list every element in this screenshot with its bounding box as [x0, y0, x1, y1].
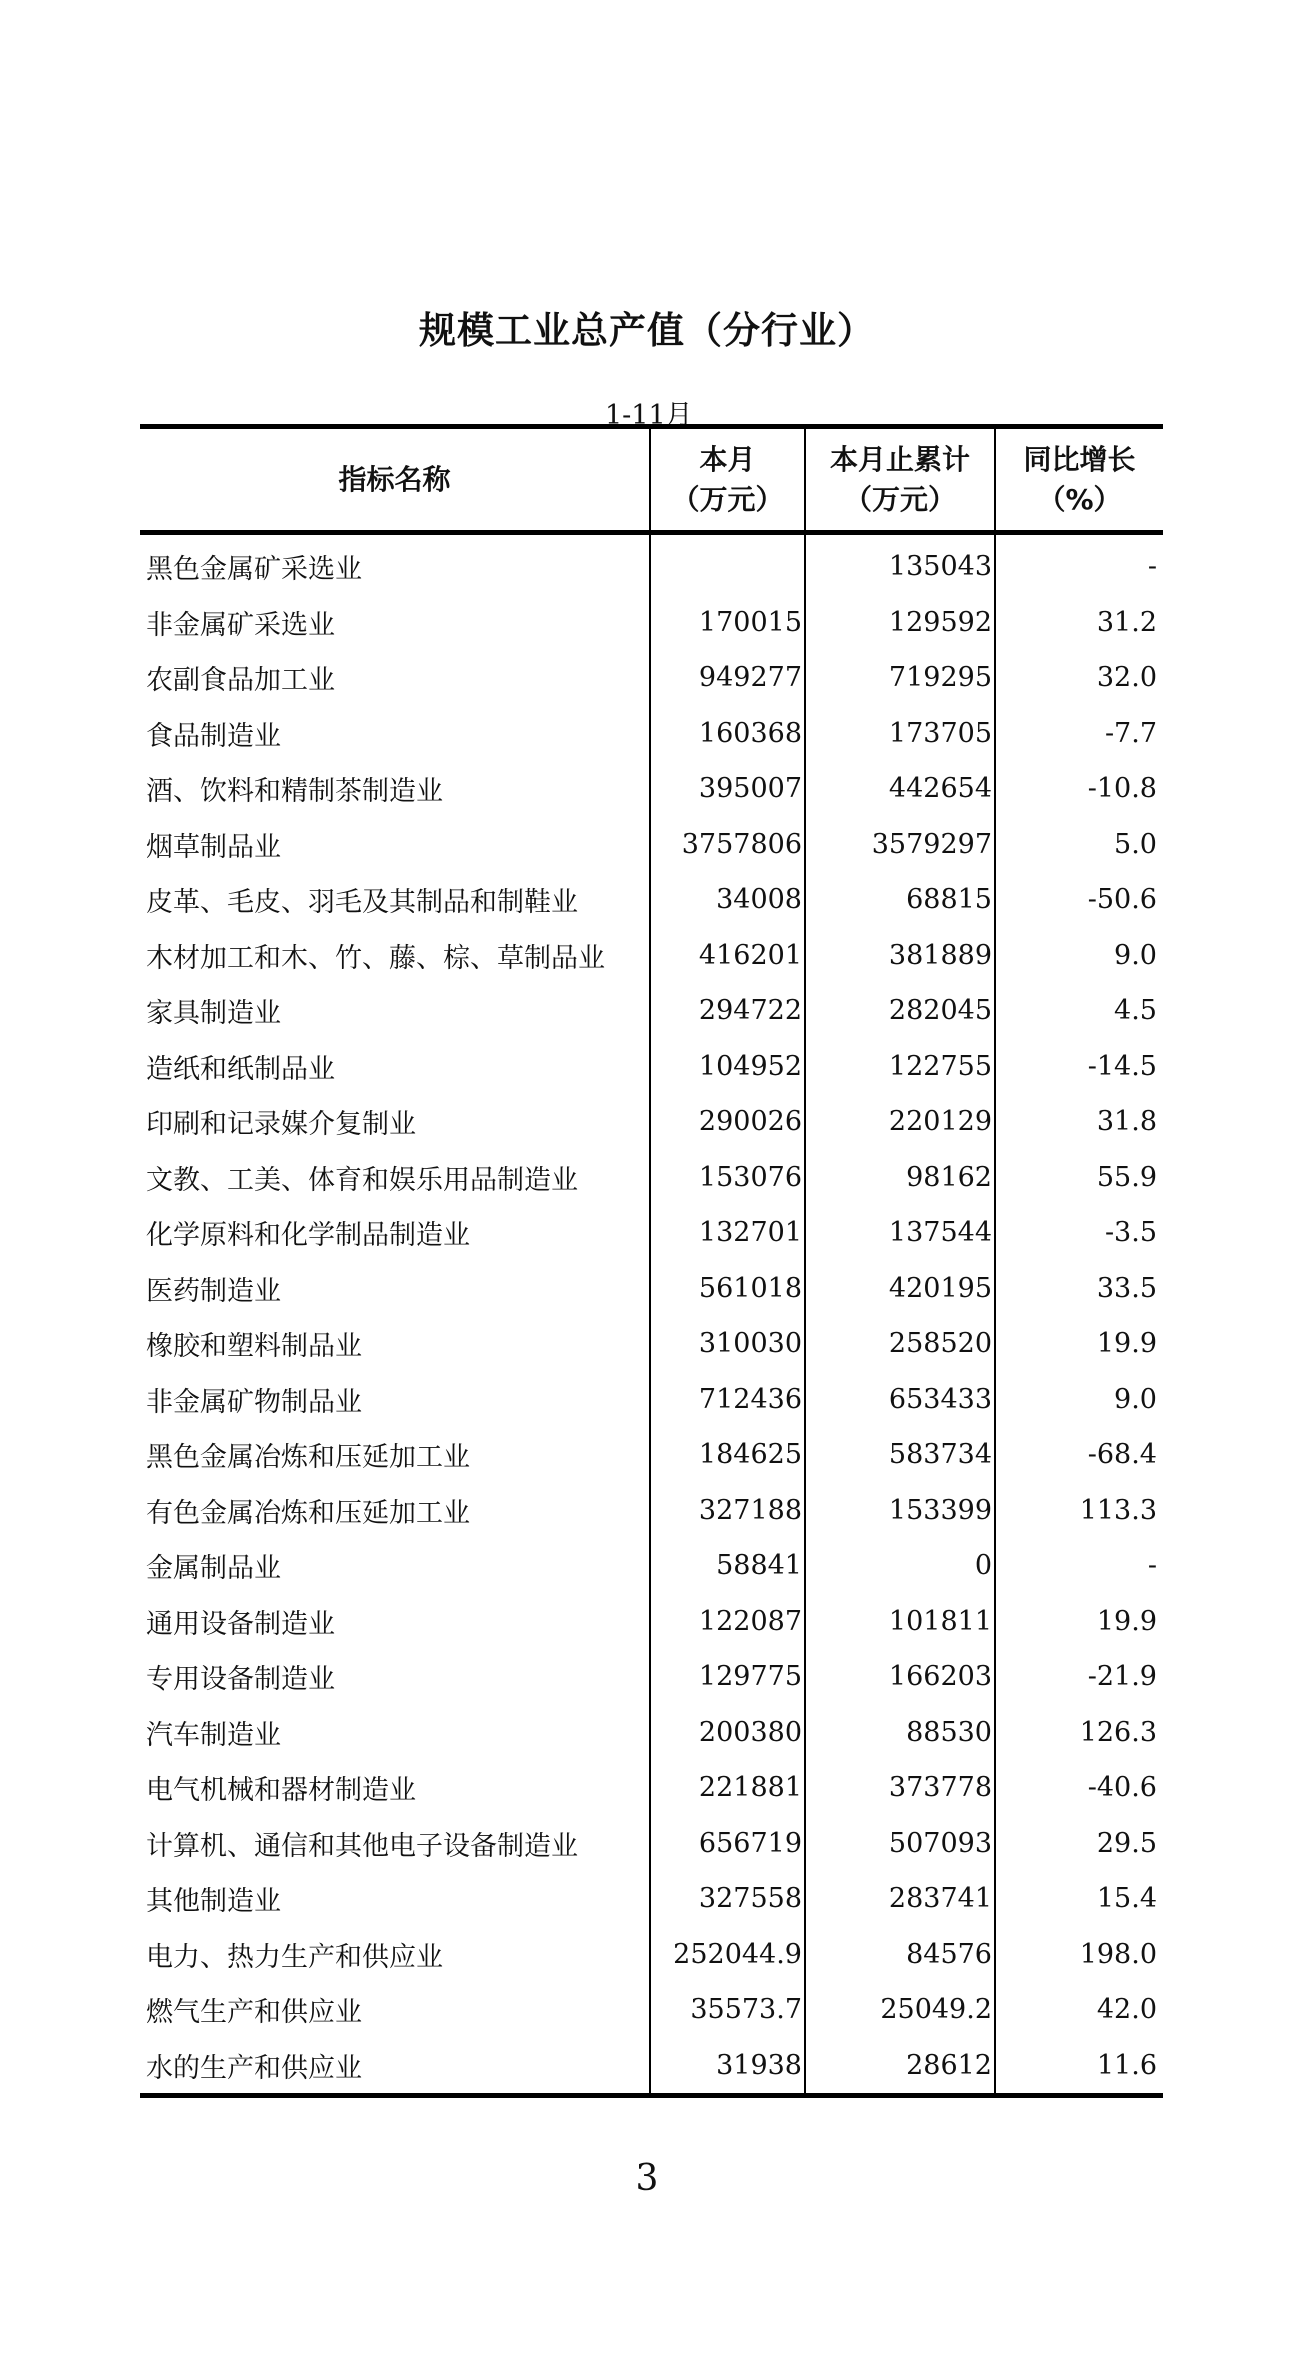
table-row [140, 1649, 1163, 1705]
current-month-value-cell: 132701 [650, 1205, 805, 1261]
page-number: 3 [635, 2158, 659, 2199]
cumulative-value-cell: 173705 [805, 706, 995, 762]
yoy-growth-value-cell: - [995, 1538, 1163, 1594]
indicator-name-cell: 黑色金属矿采选业 [146, 554, 362, 586]
current-month-value-cell: 712436 [650, 1372, 805, 1428]
cumulative-value-cell: 28612 [805, 2038, 995, 2096]
current-month-value-cell: 153076 [650, 1150, 805, 1206]
indicator-name-cell: 燃气生产和供应业 [146, 1997, 362, 2029]
cumulative-value-cell: 135043 [805, 533, 995, 595]
yoy-growth-value-cell: -21.9 [995, 1649, 1163, 1705]
cumulative-value-cell: 68815 [805, 872, 995, 928]
table-row [140, 1261, 1163, 1317]
cumulative-value-cell: 442654 [805, 761, 995, 817]
cumulative-value-cell: 282045 [805, 983, 995, 1039]
yoy-growth-value-cell: 126.3 [995, 1705, 1163, 1761]
header-current-month-line1: 本月 [699, 442, 756, 476]
indicator-name-cell: 烟草制品业 [146, 831, 281, 863]
yoy-growth-value-cell: 19.9 [995, 1316, 1163, 1372]
current-month-value-cell: 104952 [650, 1039, 805, 1095]
table-row [140, 1483, 1163, 1539]
yoy-growth-value-cell: -3.5 [995, 1205, 1163, 1261]
header-indicator-name [140, 427, 650, 533]
cumulative-value-cell: 381889 [805, 928, 995, 984]
table-row [140, 1039, 1163, 1095]
indicator-name-cell: 黑色金属冶炼和压延加工业 [146, 1442, 470, 1474]
cumulative-value-cell: 153399 [805, 1483, 995, 1539]
yoy-growth-value-cell: 4.5 [995, 983, 1163, 1039]
table-row [140, 1594, 1163, 1650]
cumulative-value-cell: 3579297 [805, 817, 995, 873]
current-month-value-cell: 327188 [650, 1483, 805, 1539]
indicator-name-cell: 家具制造业 [146, 998, 281, 1030]
cumulative-value-cell: 420195 [805, 1261, 995, 1317]
current-month-value-cell: 122087 [650, 1594, 805, 1650]
cumulative-value-cell: 129592 [805, 595, 995, 651]
table-row [140, 1871, 1163, 1927]
yoy-growth-value-cell: -68.4 [995, 1427, 1163, 1483]
indicator-name-cell: 电气机械和器材制造业 [146, 1775, 416, 1807]
yoy-growth-value-cell: 9.0 [995, 928, 1163, 984]
cumulative-value-cell: 166203 [805, 1649, 995, 1705]
cumulative-value-cell: 507093 [805, 1816, 995, 1872]
yoy-growth-value-cell: -10.8 [995, 761, 1163, 817]
yoy-growth-value-cell: 15.4 [995, 1871, 1163, 1927]
table-row [140, 1094, 1163, 1150]
yoy-growth-value-cell: 198.0 [995, 1927, 1163, 1983]
indicator-name-cell: 电力、热力生产和供应业 [146, 1941, 443, 1973]
table-row [140, 983, 1163, 1039]
table-row [140, 1760, 1163, 1816]
current-month-value-cell: 656719 [650, 1816, 805, 1872]
indicator-name-cell: 农副食品加工业 [146, 665, 335, 697]
current-month-value-cell: 561018 [650, 1261, 805, 1317]
table-row [140, 1982, 1163, 2038]
table-row [140, 1205, 1163, 1261]
current-month-value-cell: 160368 [650, 706, 805, 762]
current-month-value-cell: 200380 [650, 1705, 805, 1761]
header-yoy-growth-line1: 同比增长 [1023, 442, 1136, 476]
table-row [140, 1538, 1163, 1594]
header-cumulative [805, 427, 995, 533]
current-month-value-cell: 395007 [650, 761, 805, 817]
header-cumulative-unit: （万元） [843, 482, 956, 516]
table-row [140, 706, 1163, 762]
header-indicator-name-text: 指标名称 [338, 462, 451, 496]
current-month-value-cell: 3757806 [650, 817, 805, 873]
cumulative-value-cell: 88530 [805, 1705, 995, 1761]
current-month-value-cell: 184625 [650, 1427, 805, 1483]
page-title: 规模工业总产值（分行业） [419, 309, 875, 352]
table-row [140, 595, 1163, 651]
industry-output-table [140, 424, 1163, 2098]
yoy-growth-value-cell: -7.7 [995, 706, 1163, 762]
table-row [140, 2038, 1163, 2096]
yoy-growth-value-cell: 31.8 [995, 1094, 1163, 1150]
period-label: 1-11月 [605, 400, 693, 431]
table-row [140, 1816, 1163, 1872]
cumulative-value-cell: 719295 [805, 650, 995, 706]
table-row [140, 1150, 1163, 1206]
table-row [140, 872, 1163, 928]
yoy-growth-value-cell: 11.6 [995, 2038, 1163, 2096]
indicator-name-cell: 印刷和记录媒介复制业 [146, 1109, 416, 1141]
industry-output-table-container [140, 424, 1163, 2098]
current-month-value-cell: 35573.7 [650, 1982, 805, 2038]
indicator-name-cell: 文教、工美、体育和娱乐用品制造业 [146, 1164, 578, 1196]
indicator-name-cell: 造纸和纸制品业 [146, 1053, 335, 1085]
indicator-name-cell: 汽车制造业 [146, 1719, 281, 1751]
indicator-name-cell: 金属制品业 [146, 1553, 281, 1585]
indicator-name-cell: 化学原料和化学制品制造业 [146, 1220, 470, 1252]
header-yoy-growth [995, 427, 1163, 533]
current-month-value-cell: 252044.9 [650, 1927, 805, 1983]
yoy-growth-value-cell: - [995, 533, 1163, 595]
current-month-value-cell: 416201 [650, 928, 805, 984]
yoy-growth-value-cell: 29.5 [995, 1816, 1163, 1872]
yoy-growth-value-cell: 33.5 [995, 1261, 1163, 1317]
table-row [140, 817, 1163, 873]
indicator-name-cell: 食品制造业 [146, 720, 281, 752]
table-row [140, 1372, 1163, 1428]
table-row [140, 761, 1163, 817]
header-current-month-unit: （万元） [671, 482, 784, 516]
cumulative-value-cell: 373778 [805, 1760, 995, 1816]
yoy-growth-value-cell: 9.0 [995, 1372, 1163, 1428]
cumulative-value-cell: 220129 [805, 1094, 995, 1150]
table-body [140, 533, 1163, 2096]
yoy-growth-value-cell: -40.6 [995, 1760, 1163, 1816]
yoy-growth-value-cell: 55.9 [995, 1150, 1163, 1206]
indicator-name-cell: 木材加工和木、竹、藤、棕、草制品业 [146, 942, 605, 974]
cumulative-value-cell: 25049.2 [805, 1982, 995, 2038]
current-month-value-cell: 294722 [650, 983, 805, 1039]
indicator-name-cell: 皮革、毛皮、羽毛及其制品和制鞋业 [146, 887, 578, 919]
current-month-value-cell: 58841 [650, 1538, 805, 1594]
cumulative-value-cell: 653433 [805, 1372, 995, 1428]
table-header [140, 427, 1163, 533]
cumulative-value-cell: 258520 [805, 1316, 995, 1372]
current-month-value-cell: 129775 [650, 1649, 805, 1705]
cumulative-value-cell: 84576 [805, 1927, 995, 1983]
cumulative-value-cell: 583734 [805, 1427, 995, 1483]
cumulative-value-cell: 122755 [805, 1039, 995, 1095]
current-month-value-cell [650, 533, 805, 595]
table-row [140, 1927, 1163, 1983]
current-month-value-cell: 310030 [650, 1316, 805, 1372]
indicator-name-cell: 医药制造业 [146, 1275, 281, 1307]
cumulative-value-cell: 101811 [805, 1594, 995, 1650]
current-month-value-cell: 290026 [650, 1094, 805, 1150]
current-month-value-cell: 221881 [650, 1760, 805, 1816]
current-month-value-cell: 170015 [650, 595, 805, 651]
indicator-name-cell: 非金属矿采选业 [146, 609, 335, 641]
cumulative-value-cell: 283741 [805, 1871, 995, 1927]
indicator-name-cell: 酒、饮料和精制茶制造业 [146, 776, 443, 808]
header-current-month [650, 427, 805, 533]
yoy-growth-value-cell: 31.2 [995, 595, 1163, 651]
table-row [140, 1427, 1163, 1483]
indicator-name-cell: 非金属矿物制品业 [146, 1386, 362, 1418]
yoy-growth-value-cell: 32.0 [995, 650, 1163, 706]
indicator-name-cell: 其他制造业 [146, 1886, 281, 1918]
indicator-name-cell: 通用设备制造业 [146, 1608, 335, 1640]
table-row [140, 1316, 1163, 1372]
yoy-growth-value-cell: 42.0 [995, 1982, 1163, 2038]
table-row [140, 1705, 1163, 1761]
yoy-growth-value-cell: 19.9 [995, 1594, 1163, 1650]
current-month-value-cell: 31938 [650, 2038, 805, 2096]
yoy-growth-value-cell: 113.3 [995, 1483, 1163, 1539]
current-month-value-cell: 34008 [650, 872, 805, 928]
cumulative-value-cell: 98162 [805, 1150, 995, 1206]
table-row [140, 928, 1163, 984]
indicator-name-cell: 水的生产和供应业 [140, 2038, 650, 2096]
cumulative-value-cell: 137544 [805, 1205, 995, 1261]
yoy-growth-value-cell: -14.5 [995, 1039, 1163, 1095]
indicator-name-cell: 专用设备制造业 [146, 1664, 335, 1696]
current-month-value-cell: 327558 [650, 1871, 805, 1927]
header-cumulative-line1: 本月止累计 [829, 442, 970, 476]
yoy-growth-value-cell: 5.0 [995, 817, 1163, 873]
table-row [140, 650, 1163, 706]
cumulative-value-cell: 0 [805, 1538, 995, 1594]
header-row [140, 427, 1163, 533]
indicator-name-cell: 橡胶和塑料制品业 [146, 1331, 362, 1363]
indicator-name-cell: 计算机、通信和其他电子设备制造业 [146, 1830, 578, 1862]
header-yoy-growth-unit: （%） [1037, 482, 1122, 516]
indicator-name-cell: 有色金属冶炼和压延加工业 [146, 1497, 470, 1529]
yoy-growth-value-cell: -50.6 [995, 872, 1163, 928]
table-row [140, 533, 1163, 595]
current-month-value-cell: 949277 [650, 650, 805, 706]
